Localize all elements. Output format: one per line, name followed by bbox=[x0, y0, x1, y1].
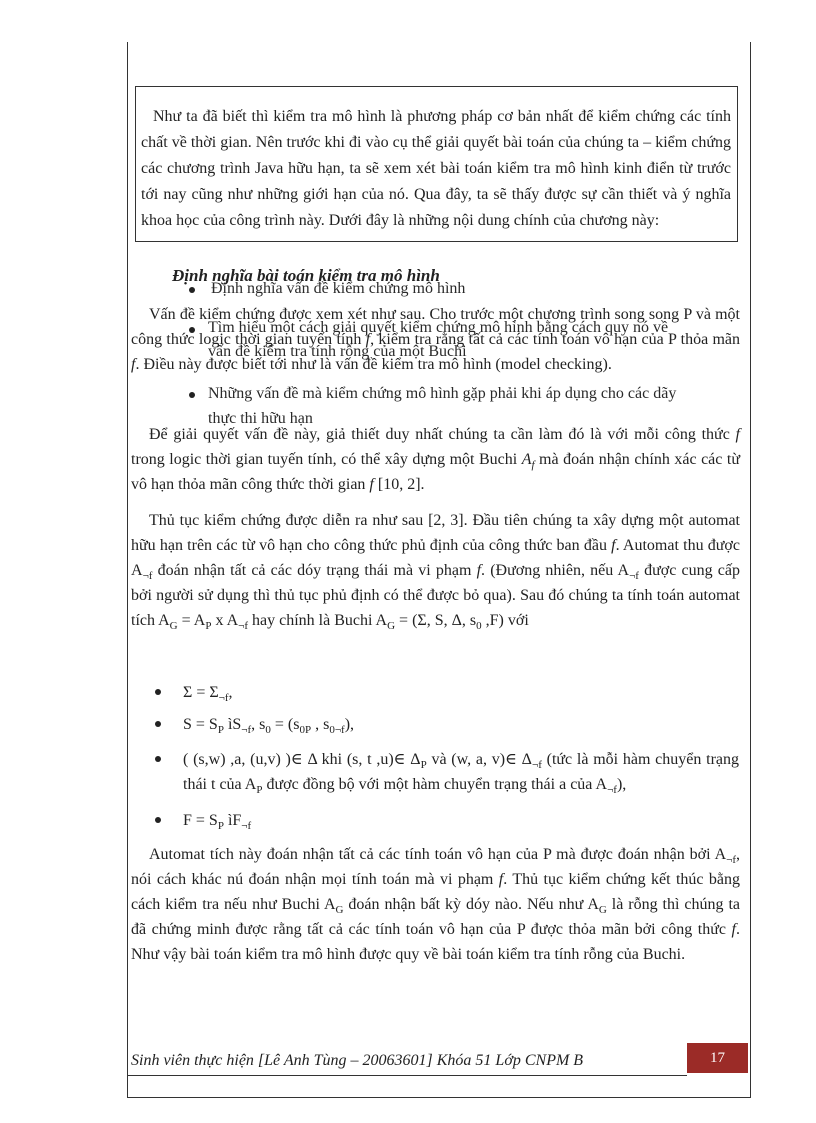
footer-divider bbox=[127, 1075, 687, 1076]
paragraph-2: Để giải quyết vấn đề này, giả thiết duy nhất chúng ta cần làm đó là với mỗi công thức f trong logic thời gian tuyến tính, có thể xây dựng một Buchi $A_f$ mà đoán nhận chính xác các từ vô hạn thỏa mãn công thức thời gian f [10, 2]. bbox=[131, 426, 741, 493]
footer-author: Sinh viên thực hiện [Lê Anh Tùng – 20063601] Khóa 51 Lớp CNPM B bbox=[131, 1052, 584, 1069]
bullet-dot bbox=[155, 721, 161, 727]
paragraph-1: Vấn đề kiểm chứng được xem xét như sau. Cho trước một chương trình song song P và một công thức logic thời gian tuyến tính f, kiểm tra rằng tất cả các tính toán vô hạn của P thỏa mãn f. Điều này được biết tới như là vấn đề kiểm tra mô hình (model checking). bbox=[131, 306, 741, 373]
ghost-outline-1: Định nghĩa vấn đề kiểm chứng mô hình bbox=[211, 280, 466, 297]
ghost-bullet-3 bbox=[189, 392, 195, 398]
page-number: 17 bbox=[687, 1043, 748, 1073]
intro-paragraph: Như ta đã biết thì kiểm tra mô hình là phương pháp cơ bản nhất để kiểm chứng các tính chất về thời gian. Nên trước khi đi vào cụ thể giải quyết bài toán của chúng ta – kiểm chứng các chương trình Java hữu hạn, ta sẽ xem xét bài toán kiểm tra mô hình kinh điển từ trước tới nay cũng như những giới hạn của nó. Qua đây, ta sẽ thấy được sự cần thiết và ý nghĩa khoa học của công trình này. Dưới đây là những nội dung chính của chương này: bbox=[141, 108, 731, 229]
ghost-outline-2b: vấn đề kiểm tra tính rỗng của một Buchi bbox=[208, 343, 467, 360]
bullet-dot bbox=[155, 756, 161, 762]
ghost-outline-2a: Tìm hiểu một cách giải quyết kiểm chứng mô hình bằng cách quy nó về bbox=[208, 319, 669, 336]
ghost-bullet-1 bbox=[189, 287, 195, 293]
paragraph-4: Automat tích này đoán nhận tất cả các tính toán vô hạn của P mà được đoán nhận bởi $A_{\neg f}$, nói cách khác nú đoán nhận mọi tính toán mà vi phạm f. Thủ tục kiểm chứng kết thúc bằng cách kiểm tra nếu như Buchi $A_G$ đoán nhận bất kỳ dóy nào. Nếu như $A_G$ là rỗng thì chúng ta đã chứng minh được rằng tất cả các tính toán vô hạn của P được thỏa mãn bởi công thức f. Như vậy bài toán kiểm tra mô hình được quy về bài toán kiểm tra tính rỗng của Buchi. bbox=[131, 846, 740, 963]
bullet-dot bbox=[155, 689, 161, 695]
ghost-outline-3b: thực thi hữu hạn bbox=[208, 410, 313, 427]
section-heading: Định nghĩa bài toán kiểm tra mô hình bbox=[172, 266, 440, 285]
ghost-outline-3a: Những vấn đề mà kiểm chứng mô hình gặp phải khi áp dụng cho các dãy bbox=[208, 385, 677, 402]
bullet-dot bbox=[155, 817, 161, 823]
paragraph-3: Thủ tục kiểm chứng được diễn ra như sau [2, 3]. Đầu tiên chúng ta xây dựng một automat hữu hạn trên các từ vô hạn cho công thức phủ định của công thức ban đầu f. Automat thu được $A_{\neg f}$ đoán nhận tất cả các dóy trạng thái mà vi phạm f. (Đương nhiên, nếu $A_{\neg f}$ được cung cấp bởi người sử dụng thì thủ tục phủ định có thể được bỏ qua). Sau đó chúng ta tính toán automat tích $A_G = A_P$ x $A_{\neg f}$ hay chính là Buchi $A_G = (\Sigma$, S, Δ, $s_0$ ,F) với bbox=[131, 512, 741, 633]
